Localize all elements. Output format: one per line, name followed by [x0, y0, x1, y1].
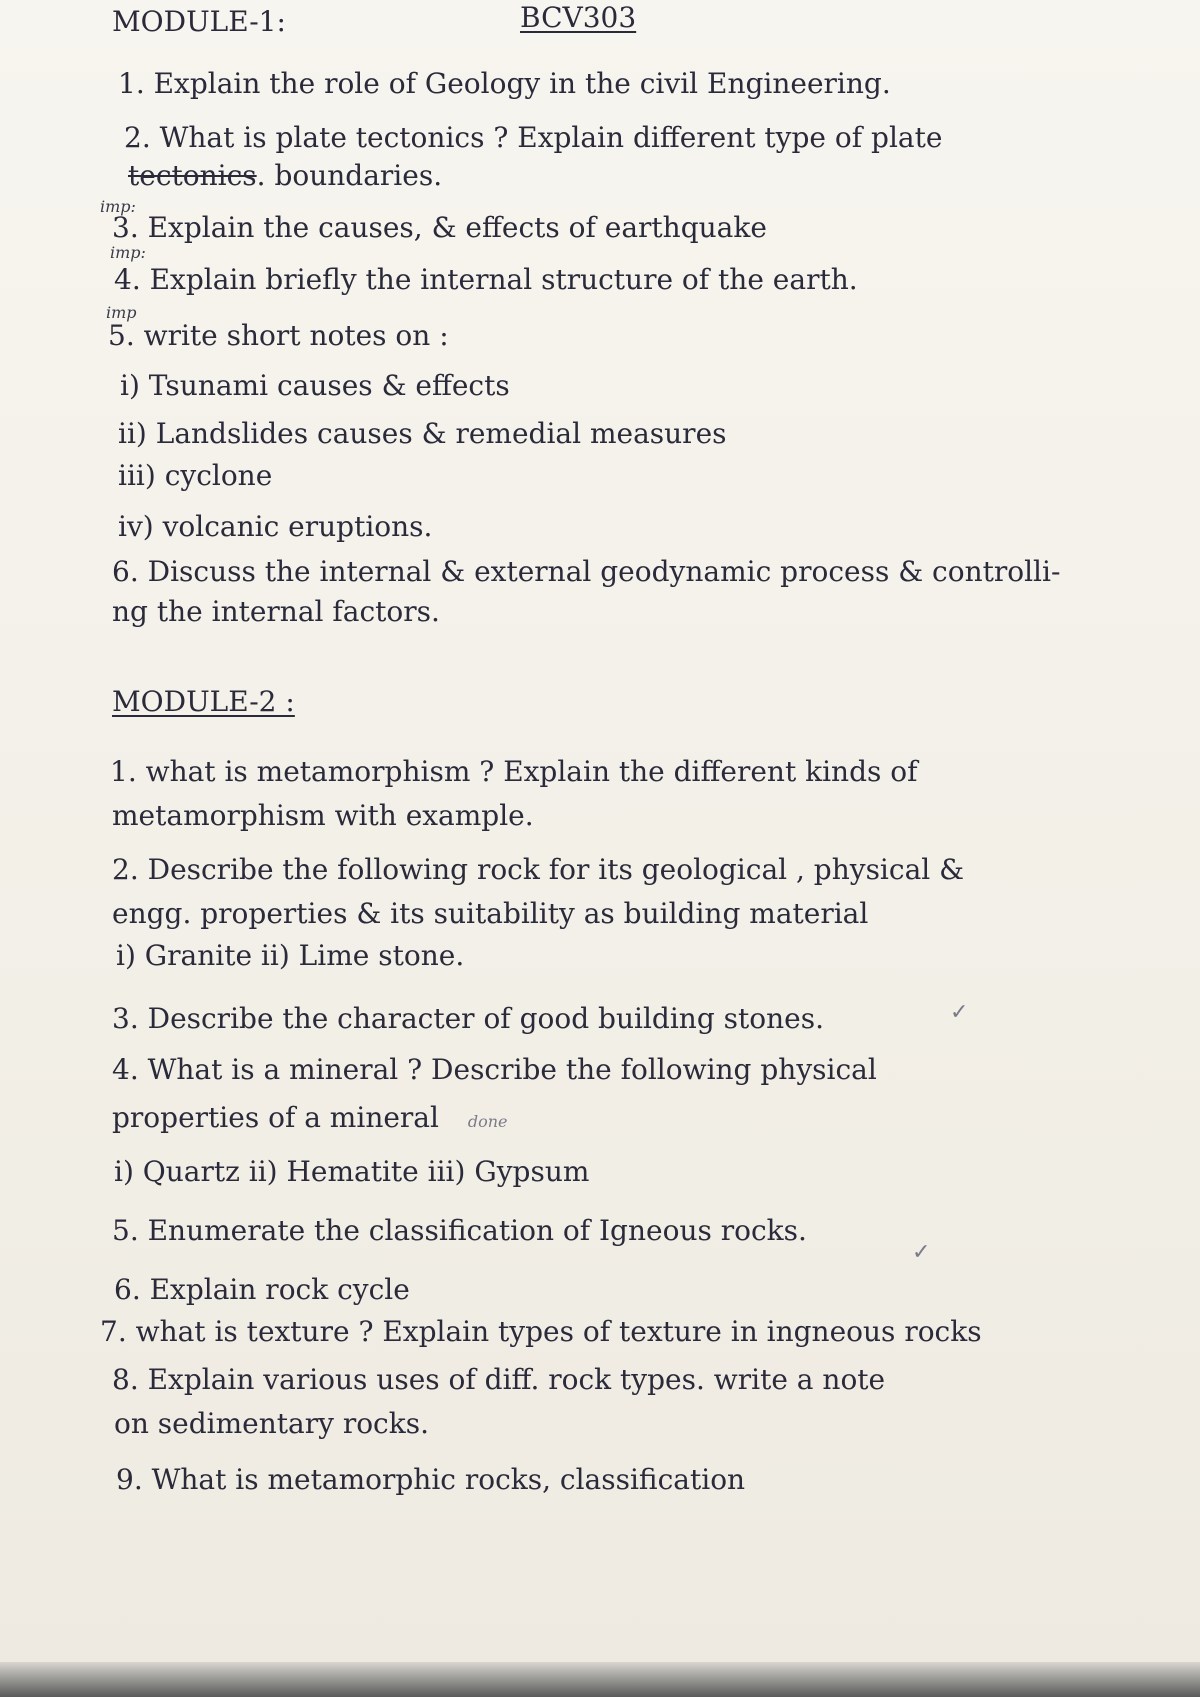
m1-question-1: 1. Explain the role of Geology in the civil Engineering.	[118, 67, 891, 100]
imp-note-3: imp:	[100, 197, 136, 216]
module-1-heading: MODULE-1:	[112, 5, 286, 38]
m2-question-6: 6. Explain rock cycle	[114, 1273, 410, 1306]
m2-question-2-line2: engg. properties & its suitability as building material	[112, 897, 869, 930]
imp-note-5: imp	[106, 303, 137, 322]
m2-question-1-line2: metamorphism with example.	[112, 799, 534, 832]
m1-question-2-line1: 2. What is plate tectonics ? Explain different type of plate	[124, 121, 943, 154]
m2-question-8-line2: on sedimentary rocks.	[114, 1407, 429, 1440]
m1-question-5-iii: iii) cyclone	[118, 459, 273, 492]
m1-question-4: 4. Explain briefly the internal structure of the earth.	[114, 263, 858, 296]
m2-question-5: 5. Enumerate the classification of Igneous rocks.	[112, 1214, 807, 1247]
check-mark-icon-2: ✓	[912, 1240, 931, 1265]
course-code: BCV303	[520, 1, 637, 34]
m1-question-6-line2: ng the internal factors.	[112, 595, 440, 628]
m1-question-2-line2	[128, 159, 443, 192]
m2-question-4-line1: 4. What is a mineral ? Describe the following physical	[112, 1053, 877, 1086]
m2-question-7: 7. what is texture ? Explain types of texture in ingneous rocks	[100, 1315, 982, 1348]
struck-word: tectonics	[128, 159, 257, 192]
page-bottom-edge	[0, 1662, 1200, 1697]
m1-question-3: 3. Explain the causes, & effects of earthquake	[112, 211, 767, 244]
q4-properties-text: properties of a mineral	[112, 1101, 439, 1134]
m1-question-5-iv: iv) volcanic eruptions.	[118, 510, 433, 543]
m2-question-9: 9. What is metamorphic rocks, classification	[116, 1463, 746, 1496]
m2-question-8-line1: 8. Explain various uses of diff. rock types. write a note	[112, 1363, 886, 1396]
module-2-heading: MODULE-2 :	[112, 685, 295, 718]
m2-question-3: 3. Describe the character of good building stones.	[112, 1002, 824, 1035]
m2-question-1-line1: 1. what is metamorphism ? Explain the different kinds of	[110, 755, 918, 788]
m1-question-5: 5. write short notes on :	[108, 319, 449, 352]
m1-question-5-i: i) Tsunami causes & effects	[120, 369, 510, 402]
q2-boundaries: . boundaries.	[256, 159, 443, 192]
m1-question-6-line1: 6. Discuss the internal & external geodynamic process & controlli-	[112, 555, 1061, 588]
m2-question-2-line1: 2. Describe the following rock for its geological , physical &	[112, 853, 965, 886]
m2-question-2-line3: i) Granite ii) Lime stone.	[116, 939, 465, 972]
check-mark-icon: ✓	[950, 1000, 969, 1025]
m2-question-4-line2	[112, 1101, 508, 1134]
done-note: done	[467, 1112, 508, 1131]
m2-question-4-line3: i) Quartz ii) Hematite iii) Gypsum	[114, 1155, 590, 1188]
imp-note-4: imp:	[110, 243, 146, 262]
m1-question-5-ii: ii) Landslides causes & remedial measures	[118, 417, 727, 450]
